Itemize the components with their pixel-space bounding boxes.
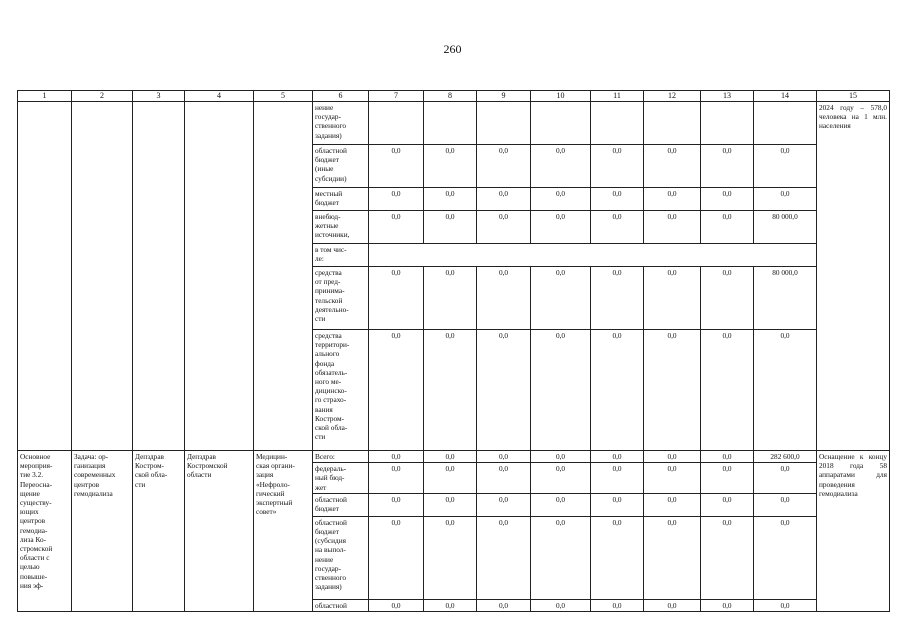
funding-value: 0,0 <box>424 330 477 451</box>
funding-value: 0,0 <box>701 463 754 494</box>
funding-value: 0,0 <box>477 463 531 494</box>
funding-value: 0,0 <box>701 516 754 599</box>
funding-value <box>477 102 531 145</box>
funding-value: 0,0 <box>369 211 424 244</box>
funding-value: 0,0 <box>531 145 591 188</box>
funding-value: 0,0 <box>701 451 754 463</box>
funding-value: 0,0 <box>369 188 424 211</box>
funding-value: 0,0 <box>591 516 644 599</box>
empty-cell-col1 <box>18 102 72 451</box>
funding-value: 0,0 <box>424 599 477 611</box>
funding-value: 0,0 <box>424 463 477 494</box>
funding-source-label: областной бюджет (субсидия на выпол- нение государ- ственного задания) <box>313 516 369 599</box>
funding-source-label: областной <box>313 599 369 611</box>
empty-cell-col2 <box>72 102 133 451</box>
funding-value: 0,0 <box>591 493 644 516</box>
header-cell-13: 13 <box>701 91 754 102</box>
funding-value <box>591 102 644 145</box>
header-row <box>18 91 890 102</box>
header-cell-5: 5 <box>254 91 313 102</box>
empty-span-cell <box>369 244 817 267</box>
header-cell-8: 8 <box>424 91 477 102</box>
funding-value: 0,0 <box>644 451 701 463</box>
funding-source-label: местный бюджет <box>313 188 369 211</box>
funding-value <box>701 102 754 145</box>
funding-value: 0,0 <box>644 330 701 451</box>
task-description: Задача: ор- ганизация современных центров гемодиализа <box>72 451 133 612</box>
funding-value: 0,0 <box>644 599 701 611</box>
funding-source-label: областной бюджет <box>313 493 369 516</box>
funding-value: 0,0 <box>369 145 424 188</box>
participant-organization: Медицин- ская органи- зация «Нефроло- гический экспертный совет» <box>254 451 313 612</box>
funding-value: 0,0 <box>369 516 424 599</box>
funding-value: 0,0 <box>644 188 701 211</box>
funding-value: 0,0 <box>369 451 424 463</box>
funding-value: 0,0 <box>701 330 754 451</box>
funding-value: 0,0 <box>754 188 817 211</box>
funding-value: 0,0 <box>754 493 817 516</box>
funding-value: 0,0 <box>424 493 477 516</box>
funding-source-label: средства от пред- принима- тельской деятельно- сти <box>313 267 369 330</box>
funding-value: 0,0 <box>591 330 644 451</box>
header-cell-10: 10 <box>531 91 591 102</box>
funding-value: 0,0 <box>591 211 644 244</box>
header-cell-4: 4 <box>185 91 254 102</box>
funding-value: 0,0 <box>531 188 591 211</box>
funding-value <box>424 102 477 145</box>
funding-value: 0,0 <box>701 145 754 188</box>
funding-value: 0,0 <box>754 145 817 188</box>
funding-value: 0,0 <box>701 211 754 244</box>
funding-value: 0,0 <box>701 493 754 516</box>
funding-value: 0,0 <box>369 463 424 494</box>
funding-value: 0,0 <box>591 145 644 188</box>
header-cell-15: 15 <box>817 91 890 102</box>
funding-value: 0,0 <box>754 516 817 599</box>
funding-value: 0,0 <box>644 145 701 188</box>
funding-value: 0,0 <box>369 330 424 451</box>
funding-value: 0,0 <box>424 188 477 211</box>
funding-value: 0,0 <box>477 493 531 516</box>
funding-value: 0,0 <box>531 330 591 451</box>
funding-source-label: Всего: <box>313 451 369 463</box>
funding-value: 0,0 <box>591 188 644 211</box>
header-cell-2: 2 <box>72 91 133 102</box>
header-cell-11: 11 <box>591 91 644 102</box>
funding-value: 0,0 <box>754 599 817 611</box>
funding-source-label: средства территори- ального фонда обязатель- ного ме- дицинско- го страхо- вания Костром- ской обла- сти <box>313 330 369 451</box>
program-table <box>17 90 890 612</box>
funding-value: 0,0 <box>369 599 424 611</box>
funding-value: 0,0 <box>424 516 477 599</box>
header-cell-14: 14 <box>754 91 817 102</box>
header-cell-3: 3 <box>133 91 185 102</box>
funding-value <box>754 102 817 145</box>
measure-title: Основное мероприя- тие 3.2. Переосна- щение существу- ющих центров гемодиа- лиза Ко- стромской области с целью повыше- ния эф- <box>18 451 72 612</box>
funding-value: 0,0 <box>701 599 754 611</box>
funding-value: 0,0 <box>644 463 701 494</box>
funding-value <box>531 102 591 145</box>
header-cell-12: 12 <box>644 91 701 102</box>
header-cell-7: 7 <box>369 91 424 102</box>
funding-value: 0,0 <box>644 516 701 599</box>
funding-source-label: в том чис- ле: <box>313 244 369 267</box>
funding-value: 0,0 <box>754 463 817 494</box>
funding-value: 0,0 <box>369 267 424 330</box>
funding-value: 0,0 <box>591 267 644 330</box>
funding-value: 0,0 <box>591 463 644 494</box>
funding-value: 0,0 <box>477 267 531 330</box>
header-cell-6: 6 <box>313 91 369 102</box>
funding-value: 0,0 <box>531 211 591 244</box>
funding-value: 0,0 <box>424 451 477 463</box>
funding-value: 0,0 <box>531 493 591 516</box>
header-cell-1: 1 <box>18 91 72 102</box>
funding-value <box>644 102 701 145</box>
funding-value: 0,0 <box>531 451 591 463</box>
funding-value: 0,0 <box>477 516 531 599</box>
funding-value: 0,0 <box>424 145 477 188</box>
funding-value: 0,0 <box>531 267 591 330</box>
funding-value: 0,0 <box>701 188 754 211</box>
header-cell-9: 9 <box>477 91 531 102</box>
funding-value <box>369 102 424 145</box>
funding-value: 0,0 <box>644 493 701 516</box>
page-number: 260 <box>443 42 462 56</box>
expected-result: Оснащение к концу 2018 года 58 аппаратами для проведения гемодиализа <box>817 451 890 612</box>
responsible-executor: Депздрав Костром- ской обла- сти <box>133 451 185 612</box>
funding-value: 80 000,0 <box>754 211 817 244</box>
funding-value: 0,0 <box>644 267 701 330</box>
funding-source-label: внебюд- жетные источники, <box>313 211 369 244</box>
funding-value: 0,0 <box>531 516 591 599</box>
funding-value: 0,0 <box>591 599 644 611</box>
funding-value: 0,0 <box>424 211 477 244</box>
funding-value: 282 600,0 <box>754 451 817 463</box>
funding-value: 0,0 <box>754 330 817 451</box>
funding-value: 0,0 <box>531 599 591 611</box>
empty-cell-col3 <box>133 102 185 451</box>
funding-source-label: федераль- ный бюд- жет <box>313 463 369 494</box>
funding-value: 0,0 <box>477 451 531 463</box>
funding-value: 80 000,0 <box>754 267 817 330</box>
funding-value: 0,0 <box>369 493 424 516</box>
indicator-note: 2024 году – 578,0 человека на 1 млн. населения <box>817 102 890 451</box>
funding-value: 0,0 <box>701 267 754 330</box>
top-row <box>18 102 890 145</box>
funding-value: 0,0 <box>477 211 531 244</box>
funding-source-label: областной бюджет (иные субсидии) <box>313 145 369 188</box>
empty-cell-col4 <box>185 102 254 451</box>
funding-value: 0,0 <box>591 451 644 463</box>
funding-value: 0,0 <box>424 267 477 330</box>
funding-value: 0,0 <box>644 211 701 244</box>
funding-value: 0,0 <box>477 599 531 611</box>
funding-value: 0,0 <box>477 145 531 188</box>
measure-row <box>18 451 890 463</box>
empty-cell-col5 <box>254 102 313 451</box>
funding-source-label: нение государ- ственного задания) <box>313 102 369 145</box>
funding-value: 0,0 <box>477 188 531 211</box>
funding-value: 0,0 <box>477 330 531 451</box>
funding-value: 0,0 <box>531 463 591 494</box>
co-executor: Депздрав Костромской области <box>185 451 254 612</box>
